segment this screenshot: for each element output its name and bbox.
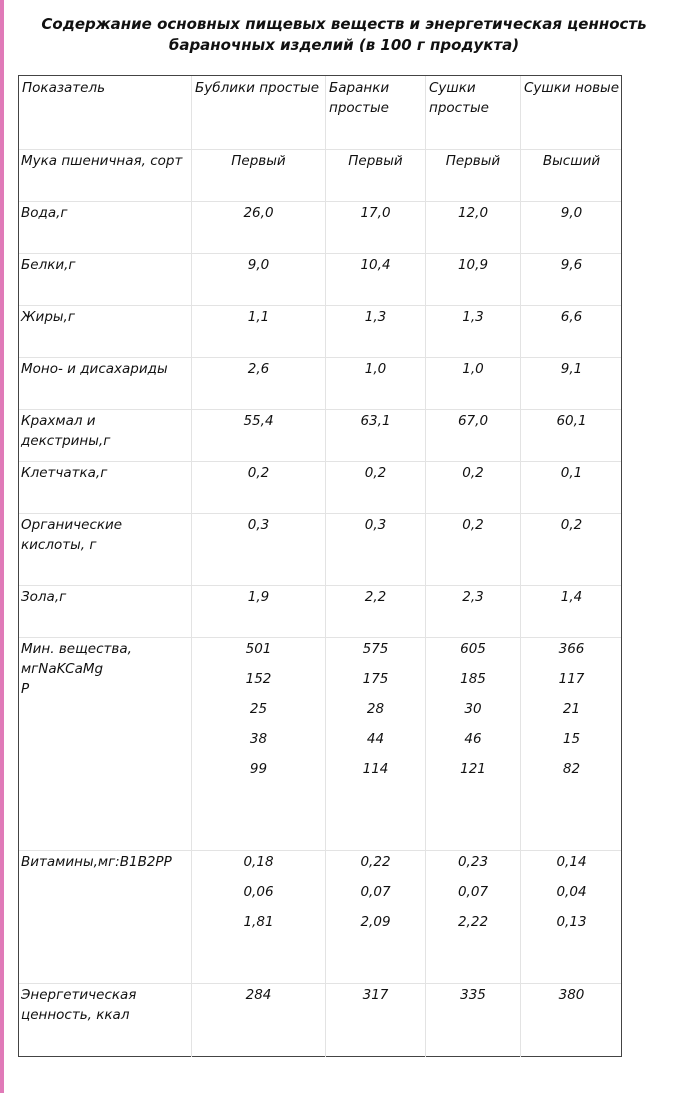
column-header-indicator: Показатель (22, 80, 106, 96)
row-label-line: мгNaKCaMg (21, 661, 104, 677)
page-title: Содержание основных пищевых веществ и энергетическая ценность бараночных изделий (в 100 г продукта) (41, 15, 647, 54)
table-cell: 0,04 (556, 884, 587, 900)
table-cell: 10,9 (425, 254, 520, 306)
table-cell: 67,0 (425, 410, 520, 462)
table-cell: 185 (460, 671, 486, 687)
table-cell: 55,4 (191, 410, 325, 462)
table-cell: 0,23 (457, 854, 489, 870)
table-cell: 28 (366, 701, 385, 717)
table-cell-multi (425, 638, 520, 851)
table-row (19, 201, 621, 254)
table-cell: 46 (464, 731, 482, 747)
table-cell: 1,81 (243, 914, 274, 930)
table-cell: 0,3 (325, 514, 425, 586)
table-cell: 0,07 (360, 884, 391, 900)
table-cell: 30 (464, 701, 482, 717)
table-cell: 380 (520, 984, 622, 1057)
row-label: Крахмал и декстрины,г (21, 413, 111, 449)
table-cell: 21 (562, 701, 581, 717)
table-cell: 0,2 (520, 514, 622, 586)
row-label: Жиры,г (21, 309, 75, 325)
table-cell: 1,9 (191, 586, 325, 638)
table-cell: 0,13 (556, 914, 587, 930)
table-cell: 284 (191, 984, 325, 1057)
table-cell: 1,1 (191, 306, 325, 358)
row-label: Мука пшеничная, сорт (21, 153, 183, 169)
table-row-energy (19, 983, 621, 1057)
table-cell: 1,3 (425, 306, 520, 358)
table-cell-multi (425, 851, 520, 984)
table-cell: 0,2 (425, 462, 520, 514)
table-cell: 9,1 (520, 358, 622, 410)
column-header-sushki-prostye: Сушки простые (425, 76, 520, 149)
table-cell: 0,2 (425, 514, 520, 586)
table-cell: 12,0 (425, 202, 520, 254)
table-cell: 44 (366, 731, 385, 747)
row-label: Органические кислоты, г (21, 517, 123, 553)
table-cell: 605 (460, 641, 486, 657)
table-cell: 0,2 (191, 462, 325, 514)
table-cell-multi (520, 851, 622, 984)
table-cell: 0,07 (457, 884, 489, 900)
table-cell: 0,18 (243, 854, 274, 870)
row-label: Моно- и дисахариды (21, 361, 168, 377)
table-row-vitamins (19, 850, 621, 984)
table-row (19, 409, 621, 462)
table-cell: 2,3 (425, 586, 520, 638)
table-row (19, 513, 621, 586)
table-cell: 0,1 (520, 462, 622, 514)
table-header-row (19, 76, 621, 149)
row-label (19, 984, 191, 1057)
row-label: Витамины,мг:B1B2PP (21, 854, 172, 870)
table-cell: Высший (520, 150, 622, 202)
row-label: Вода,г (21, 205, 68, 221)
table-cell: 99 (249, 761, 268, 777)
table-cell: 2,2 (325, 586, 425, 638)
table-cell: 38 (249, 731, 268, 747)
table-cell: 9,6 (520, 254, 622, 306)
table-row (19, 149, 621, 202)
row-label: Зола,г (21, 589, 67, 605)
nutrition-table (18, 75, 622, 1057)
table-cell: 0,2 (325, 462, 425, 514)
table-cell: 501 (245, 641, 272, 657)
table-cell: 2,6 (191, 358, 325, 410)
row-label-line: P (21, 681, 30, 697)
table-cell: 1,4 (520, 586, 622, 638)
table-cell-multi (191, 638, 325, 851)
table-cell: 82 (562, 761, 581, 777)
table-cell-multi (325, 638, 425, 851)
table-cell: 1,0 (325, 358, 425, 410)
table-cell: 9,0 (520, 202, 622, 254)
table-cell: 17,0 (325, 202, 425, 254)
table-cell: 0,06 (243, 884, 274, 900)
row-label (19, 638, 191, 851)
table-cell: 63,1 (325, 410, 425, 462)
table-cell: 26,0 (191, 202, 325, 254)
table-cell: Первый (425, 150, 520, 202)
table-cell: 0,22 (360, 854, 391, 870)
table-row (19, 305, 621, 358)
row-label-line: Энергетическая (21, 987, 137, 1003)
table-cell: Первый (191, 150, 325, 202)
table-cell: 6,6 (520, 306, 622, 358)
table-cell: 60,1 (520, 410, 622, 462)
table-row-minerals (19, 637, 621, 851)
table-row (19, 253, 621, 306)
table-cell: 366 (558, 641, 585, 657)
table-cell-multi (191, 851, 325, 984)
table-cell: 121 (460, 761, 486, 777)
table-cell: 0,14 (556, 854, 587, 870)
table-cell: 2,09 (360, 914, 391, 930)
table-cell: 15 (562, 731, 581, 747)
table-cell: 1,3 (325, 306, 425, 358)
page (4, 0, 675, 1093)
row-label: Белки,г (21, 257, 76, 273)
table-cell: 9,0 (191, 254, 325, 306)
table-cell: 0,3 (191, 514, 325, 586)
row-label-line: Мин. вещества, (21, 641, 132, 657)
column-header-bubliki: Бублики простые (191, 76, 325, 149)
table-cell-multi (325, 851, 425, 984)
table-row (19, 461, 621, 514)
table-cell: Первый (325, 150, 425, 202)
table-cell: 1,0 (425, 358, 520, 410)
table-cell: 317 (325, 984, 425, 1057)
table-cell: 575 (362, 641, 389, 657)
table-cell-multi (520, 638, 622, 851)
column-header-sushki-novye: Сушки новые (520, 76, 622, 149)
table-cell: 152 (245, 671, 272, 687)
row-label: Клетчатка,г (21, 465, 108, 481)
table-cell: 117 (558, 671, 585, 687)
table-cell: 2,22 (457, 914, 489, 930)
table-cell: 25 (249, 701, 268, 717)
table-row (19, 357, 621, 410)
column-header-baranki: Баранки простые (325, 76, 425, 149)
table-cell: 175 (362, 671, 389, 687)
table-cell: 114 (362, 761, 389, 777)
table-cell: 10,4 (325, 254, 425, 306)
row-label-line: ценность, ккал (21, 1007, 130, 1023)
table-cell: 335 (425, 984, 520, 1057)
